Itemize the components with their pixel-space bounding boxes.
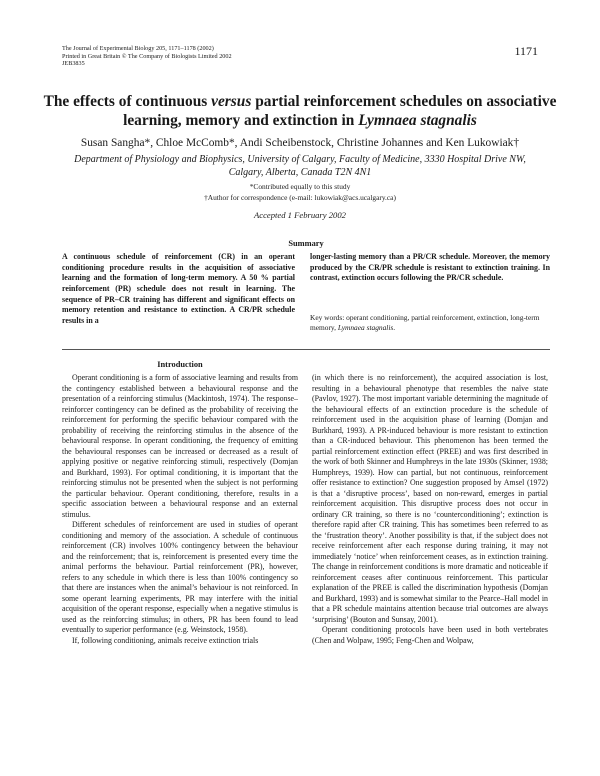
keywords-end: . xyxy=(393,323,396,333)
accepted-date: Accepted 1 February 2002 xyxy=(254,210,346,220)
introduction-right-column xyxy=(312,373,548,646)
title-versus: versus xyxy=(211,93,252,110)
intro-paragraph: Operant conditioning is a form of associative learning and results from the contingency established between a behavioural response and the presentation of a reinforcing stimulus (Mackintosh, 1974). The response–reinforcer contingency can be defined as the probability of receiving the reinforcement for performing the specific behaviour compared with the probability of receiving the reinforcing stimulus in the absence of the behavioural response. In operant conditioning, the frequency of emitting the behavioural responses can be increased or decreased as a result of applying positive or negative reinforcing stimuli, respectively (Domjan and Burkhard, 1993). For optimal conditioning, it is important that the reinforcing stimulus not be presented when the subject is not performing the particular behaviour. Operant conditioning, therefore, results in a specific association between a behavioural response and an external stimulus. xyxy=(62,373,298,519)
journal-copyright: Printed in Great Britain © The Company of Biologists Limited 2002 xyxy=(62,52,232,60)
summary-left-column: A continuous schedule of reinforcement (CR) in an operant conditioning procedure results in the acquisition of associative learning and the formation of long-term memory. A 50 % partial reinforcement (PR) schedule does not result in learning. The sequence of PR–CR training has different and significant effects on memory retention and resistance to extinction. A CR/PR schedule results in a xyxy=(62,252,295,325)
affiliation-line-2: Calgary, Alberta, Canada T2N 4N1 xyxy=(228,167,372,178)
author-list: Susan Sangha*, Chloe McComb*, Andi Scheibenstock, Christine Johannes and Ken Lukowiak† xyxy=(80,137,520,149)
title-part-1: The effects of continuous xyxy=(43,93,212,110)
journal-citation: The Journal of Experimental Biology 205, 1171–1178 (2002) xyxy=(62,45,214,52)
journal-article-id: JEB3835 xyxy=(62,60,85,68)
keywords xyxy=(310,313,550,333)
correspondence-note: †Author for correspondence (e-mail: lukowiak@acs.ucalgary.ca) xyxy=(204,193,396,202)
summary-heading: Summary xyxy=(288,239,324,248)
affiliation-line-1: Department of Physiology and Biophysics, University of Calgary, Faculty of Medicine, 3330 Hospital Drive NW, xyxy=(74,154,526,165)
intro-paragraph: Operant conditioning protocols have been used in both vertebrates (Chen and Wolpaw, 1995; Feng-Chen and Wolpaw, xyxy=(312,625,548,645)
intro-paragraph: If, following conditioning, animals receive extinction trials xyxy=(72,635,259,645)
section-divider xyxy=(62,349,550,350)
keywords-species: Lymnaea stagnalis xyxy=(337,323,394,333)
title-part-2: partial reinforcement schedules on associative learning, memory and extinction in xyxy=(123,93,557,129)
summary-right-column: longer-lasting memory than a PR/CR schedule. Moreover, the memory produced by the CR/PR schedule is resistant to extinction training. In contrast, extinction occurs following the PR/CR schedule. xyxy=(310,252,550,283)
keywords-text: Key words: operant conditioning, partial reinforcement, extinction, long-term memory, xyxy=(310,313,540,333)
introduction-left-column xyxy=(62,373,298,646)
affiliation xyxy=(30,153,570,179)
author-notes xyxy=(30,181,570,203)
intro-paragraph: Different schedules of reinforcement are used in studies of operant conditioning and memory of the association. A schedule of continuous reinforcement (CR) involves 100% contingency between the behaviour and the reinforcement; that is, reinforcement is presented every time the animal performs the behaviour. Partial reinforcement (PR), however, refers to any schedule in which there is less than 100% contingency so that there are instances when the animal’s behaviour is not reinforced. In some operant learning experiments, PR may interfere with the initial acquisition of the operant response, especially when a negative stimulus is used as the reinforcing stimulus; in others, PR has been found to lead eventually to superior performance (e.g. Weinstock, 1958). xyxy=(62,520,298,635)
intro-paragraph: (in which there is no reinforcement), the acquired association is lost, resulting in a behavioural phenotype that resembles the naïve state (Pavlov, 1927). The most important variable determining the magnitude of the behavioural effects of an extinction procedure is the schedule of reinforcement used in the acquisition phase of learning (Domjan and Burkhard, 1993). A PR-induced behaviour is more resistant to extinction than a CR-induced behaviour. This phenomenon has been termed the partial reinforcement extinction effect (PREE) and was first described in the work of both Skinner and Humphreys in the late 1930s (Skinner, 1938; Humphreys, 1939). How can partial, but not continuous, reinforcement offer resistance to extinction? One suggestion proposed by Amsel (1972) is that a ‘disruptive process’, based on non-reward, emerges in partial reinforcement acquisition. This disruptive process does not occur in ordinary CR training, so there is no ‘counterconditioning’; extinction is therefore rapid after CR training. This has sometimes been referred to as the ‘frustration theory’. Another possibility is that, if the subject does not receive reinforcement after each response during training, it may not immediately ‘notice’ when reinforcement ceases, as in extinction training. The change in reinforcement conditions is more dramatic and noticeable if reinforcement ceases after continuous reinforcement. This particular explanation of the PREE is called the discrimination hypothesis (Domjan and Burkhard, 1993) and is somewhat similar to the Pearce–Hall model in that a PR schedule maintains attention because trial outcomes are always ‘surprising’ (Bouton and Sunsay, 2001). xyxy=(312,373,548,624)
title-species: Lymnaea stagnalis xyxy=(358,111,477,129)
journal-header xyxy=(62,45,232,68)
article-title xyxy=(40,93,560,130)
equal-contribution-note: *Contributed equally to this study xyxy=(249,182,351,191)
introduction-heading: Introduction xyxy=(157,360,203,369)
page-number: 1171 xyxy=(514,44,538,58)
